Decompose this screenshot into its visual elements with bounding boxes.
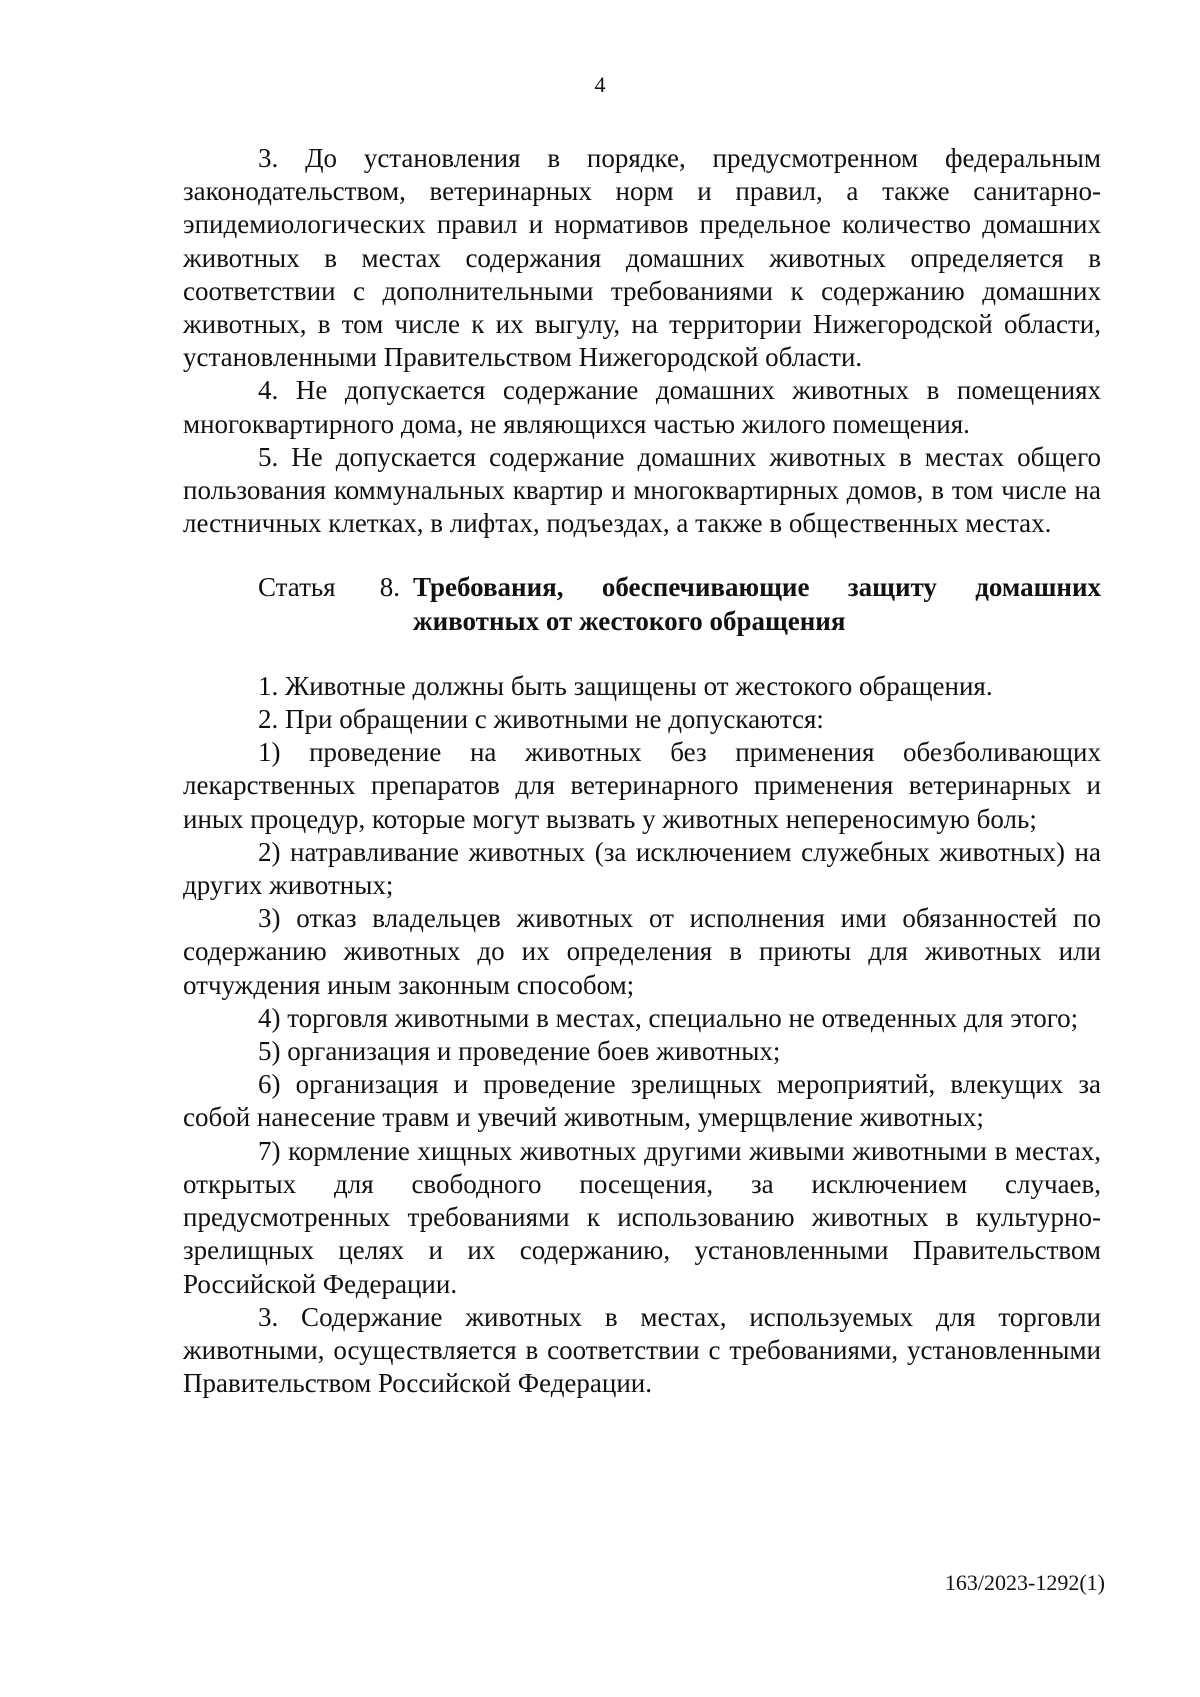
article-paragraph-2: 2. При обращении с животными не допускаются: xyxy=(258,704,824,735)
list-item-7: 7) кормление хищных животных другими живыми животными в местах, открытых для свободного посещения, за исключением случаев, предусмотренных требованиями к использованию животных в культурно-зрелищных целях и их содержанию, установленными Правительством Российской Федерации. xyxy=(183,1135,1101,1299)
paragraph-3: 3. До установления в порядке, предусмотренном федеральным законодательством, ветеринарных норм и правил, а также санитарно-эпидемиологических правил и нормативов предельное количество домашних животных в местах содержания домашних животных определяется в соответствии с дополнительными требованиями к содержанию домашних животных, в том числе к их выгулу, на территории Нижегородской области, установленными Правительством Нижегородской области. xyxy=(183,143,1101,373)
article-label xyxy=(258,571,400,604)
article-number: 8. xyxy=(379,572,400,603)
list-item-5: 5) организация и проведение боев животных; xyxy=(258,1036,781,1067)
list-item-2: 2) натравливание животных (за исключением служебных животных) на других животных; xyxy=(183,836,1101,901)
paragraph-4: 4. Не допускается содержание домашних животных в помещениях многоквартирного дома, не являющихся частью жилого помещения. xyxy=(183,375,1101,439)
list-item-3: 3) отказ владельцев животных от исполнения ими обязанностей по содержанию животных до их определения в приюты для животных или отчуждения иным законным способом; xyxy=(183,903,1101,1000)
document-id: 163/2023-1292(1) xyxy=(944,1570,1105,1595)
article-paragraph-1: 1. Животные должны быть защищены от жестокого обращения. xyxy=(258,670,993,701)
list-item-6: 6) организация и проведение зрелищных мероприятий, влекущих за собой нанесение травм и увечий животным, умерщвление животных; xyxy=(183,1069,1101,1133)
page-number: 4 xyxy=(594,72,606,97)
article-heading xyxy=(183,571,1101,637)
article-word: Статья xyxy=(258,572,336,603)
list-item-1: 1) проведение на животных без применения обезболивающих лекарственных препаратов для ветеринарного применения ветеринарных и иных процедур, которые могут вызвать у животных непереносимую боль; xyxy=(183,737,1101,834)
list-item-4: 4) торговля животными в местах, специально не отведенных для этого; xyxy=(258,1002,1079,1033)
paragraph-5: 5. Не допускается содержание домашних животных в местах общего пользования коммунальных квартир и многоквартирных домов, в том числе на лестничных клетках, в лифтах, подъездах, а также в общественных местах. xyxy=(183,441,1101,539)
article-title: Требования, обеспечивающие защиту домашних животных от жестокого обращения xyxy=(413,572,1101,636)
article-paragraph-3: 3. Содержание животных в местах, используемых для торговли животными, осуществляется в соответствии с требованиями, установленными Правительством Российской Федерации. xyxy=(183,1301,1101,1399)
document-body xyxy=(183,142,1101,1400)
